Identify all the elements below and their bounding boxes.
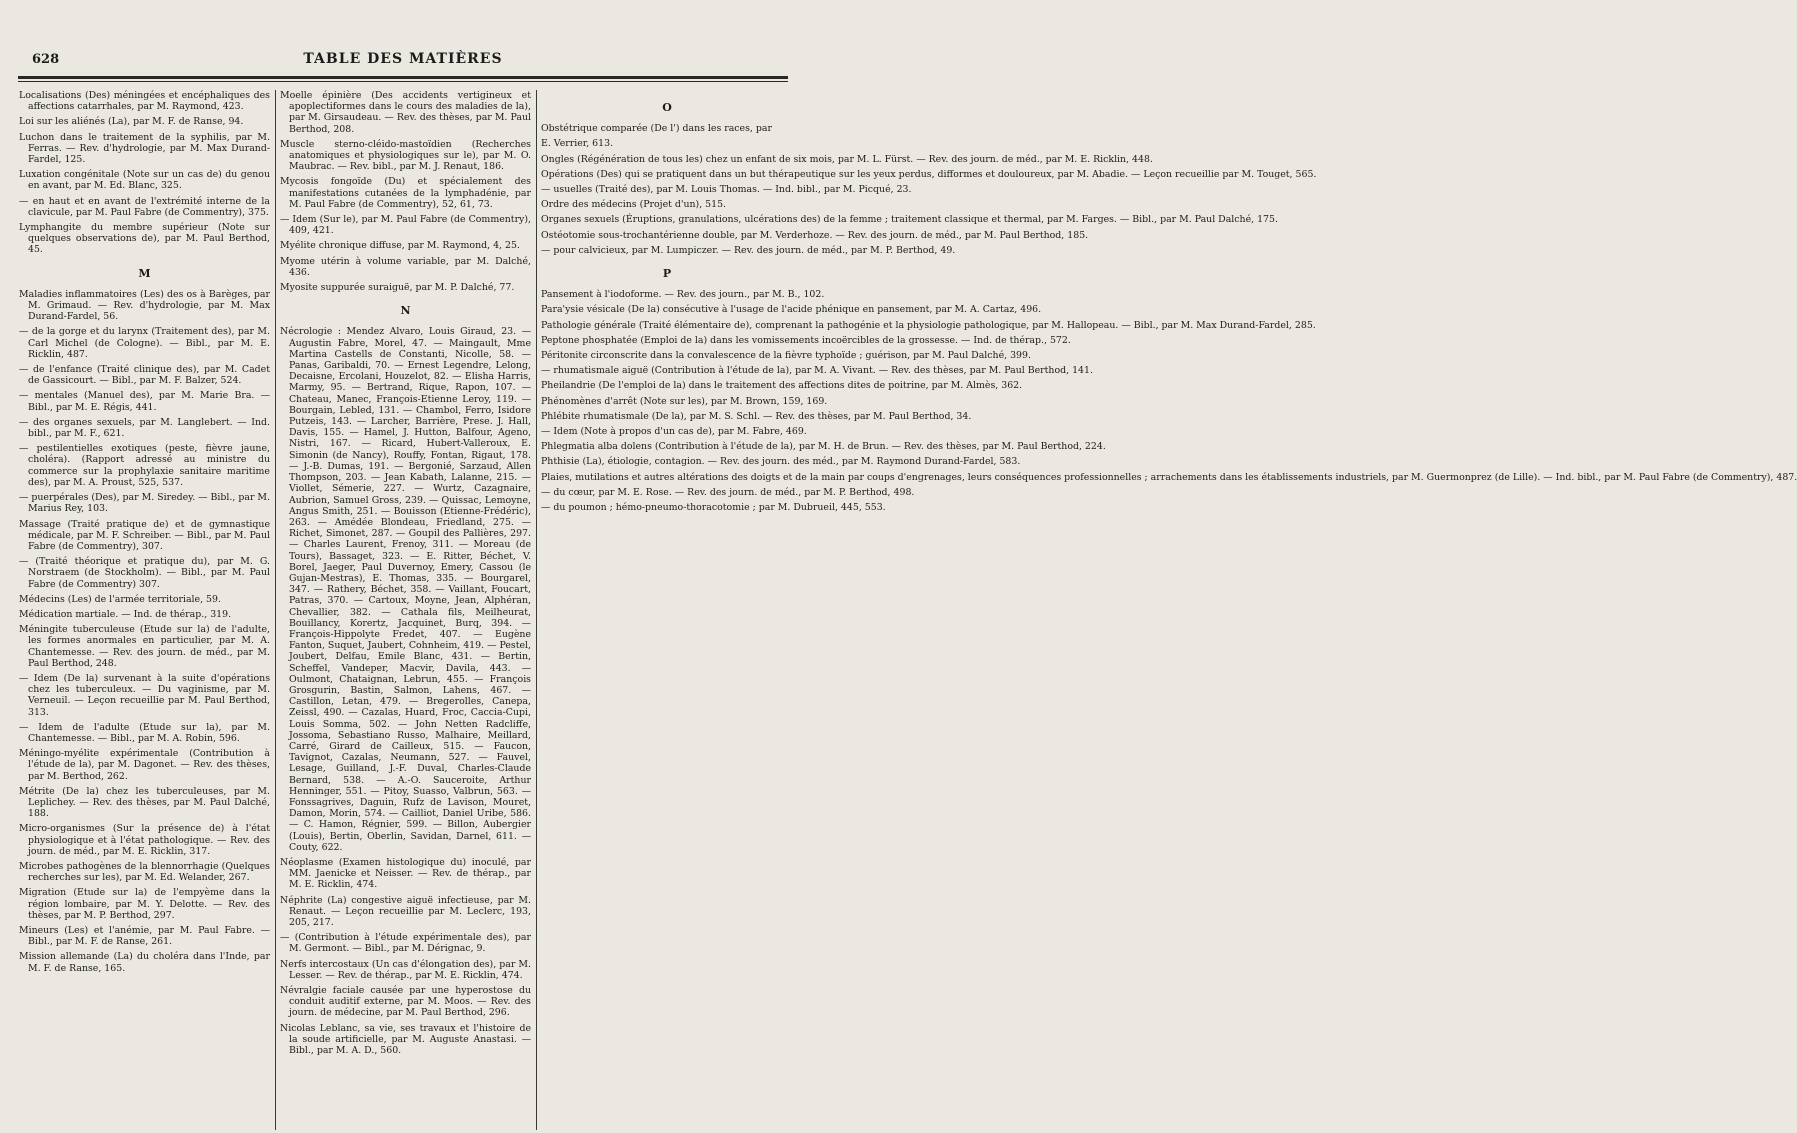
header-rule bbox=[18, 76, 788, 79]
page-number: 628 bbox=[32, 52, 60, 67]
page-header bbox=[18, 46, 788, 72]
index-entry: Myélite chronique diffuse, par M. Raymond, 4, 25. bbox=[280, 240, 520, 252]
section-letter: P bbox=[662, 267, 672, 281]
index-entry: Néphrite (La) congestive aiguë infectieuse, par M. Renaut. — Leçon recueillie par M. Leclerc, 193, 205, 217. bbox=[280, 894, 531, 929]
index-entry: — de la gorge et du larynx (Traitement des), par M. Carl Michel (de Cologne). — Bibl., par M. E. Ricklin, 487. bbox=[19, 326, 270, 360]
index-entry: — en haut et en avant de l'extrémité interne de la clavicule, par M. Paul Fabre (de Commentry), 375. bbox=[19, 195, 270, 218]
index-entry: Opérations (Des) qui se pratiquent dans un but thérapeutique sur les yeux perdus, difformes et douloureux, par M. Abadie. — Leçon recueillie par M. Touget, 565. bbox=[541, 168, 1317, 180]
index-entry: — mentales (Manuel des), par M. Marie Bra. — Bibl., par M. E. Régis, 441. bbox=[19, 390, 270, 413]
index-column-1 bbox=[19, 90, 270, 1130]
index-entry: Phénomènes d'arrêt (Note sur les), par M. Brown, 159, 169. bbox=[541, 395, 828, 407]
header-rule-thin bbox=[18, 81, 788, 82]
index-entry: Médication martiale. — Ind. de thérap., 319. bbox=[19, 608, 232, 620]
index-entry: Micro-organismes (Sur la présence de) à l'état physiologique et à l'état pathologique. — Rev. des journ. de méd., par M. E. Ricklin, 317. bbox=[19, 823, 270, 857]
index-entry: Myome utérin à volume variable, par M. Dalché, 436. bbox=[280, 255, 531, 278]
section-letter: N bbox=[400, 304, 411, 318]
page-title: TABLE DES MATIÈRES bbox=[303, 51, 503, 67]
index-entry: Maladies inflammatoires (Les) des os à Barèges, par M. Grimaud. — Rev. d'hydrologie, par M. Max Durand-Fardel, 56. bbox=[19, 288, 270, 323]
index-entry: Pheilandrie (De l'emploi de la) dans le traitement des affections dites de poitrine, par M. Almès, 362. bbox=[541, 380, 1023, 392]
index-entry: Ordre des médecins (Projet d'un), 515. bbox=[541, 199, 727, 211]
index-entry: — Idem (Sur le), par M. Paul Fabre (de Commentry), 409, 421. bbox=[280, 214, 531, 237]
index-entry: Péritonite circonscrite dans la convalescence de la fièvre typhoïde ; guérison, par M. Paul Dalché, 399. bbox=[541, 350, 1031, 362]
column-divider bbox=[536, 90, 537, 1130]
index-entry: Peptone phosphatée (Emploi de la) dans les vomissements incoërcibles de la grossesse. — Ind. de thérap., 572. bbox=[541, 334, 1071, 346]
index-entry: Para'ysie vésicale (De la) consécutive à l'usage de l'acide phénique en pansement, par M. A. Cartaz, 496. bbox=[541, 304, 1042, 316]
index-entry: Mission allemande (La) du choléra dans l'Inde, par M. F. de Ranse, 165. bbox=[19, 951, 270, 974]
index-entry: — Idem (De la) survenant à la suite d'opérations chez les tuberculeux. — Du vaginisme, par M. Verneuil. — Leçon recueillie par M. Paul Berthod, 313. bbox=[19, 672, 270, 718]
index-entry: — de l'enfance (Traité clinique des), par M. Cadet de Gassicourt. — Bibl., par M. F. Balzer, 524. bbox=[19, 364, 270, 387]
index-entry: Pansement à l'iodoforme. — Rev. des journ., par M. B., 102. bbox=[541, 289, 825, 301]
index-entry: Myosite suppurée suraiguë, par M. P. Dalché, 77. bbox=[280, 282, 515, 294]
index-entry: — Idem de l'adulte (Etude sur la), par M. Chantemesse. — Bibl., par M. A. Robin, 596. bbox=[19, 721, 270, 744]
index-entry: — du cœur, par M. E. Rose. — Rev. des journ. de méd., par M. P. Berthod, 498. bbox=[541, 486, 915, 498]
index-entry: — (Contribution à l'étude expérimentale des), par M. Germont. — Bibl., par M. Dérignac, 9. bbox=[280, 932, 531, 955]
index-entry: Moelle épinière (Des accidents vertigineux et apoplectiformes dans le cours des maladies de la), par M. Girsaudeau. — Rev. des thèses, par M. Paul Berthod, 208. bbox=[280, 90, 531, 135]
index-entry: Néoplasme (Examen histologique du) inoculé, par MM. Jaenicke et Neisser. — Rev. de thérap., par M. E. Ricklin, 474. bbox=[280, 857, 531, 891]
index-entry: Pathologie générale (Traité élémentaire de), comprenant la pathogénie et la physiologie pathologique, par M. Hallopeau. — Bibl., par M. Max Durand-Fardel, 285. bbox=[541, 319, 1316, 331]
index-entry: — pestilentielles exotiques (peste, fièvre jaune, choléra). (Rapport adressé au ministre du commerce sur la prophylaxie sanitaire maritime des), par M. A. Proust, 525, 537. bbox=[19, 443, 270, 488]
index-entry: Muscle sterno-cléido-mastoïdien (Recherches anatomiques et physiologiques sur le), par M. O. Maubrac. — Rev. bibl., par M. J. Renaut, 186. bbox=[280, 138, 531, 173]
index-entry: — (Traité théorique et pratique du), par M. G. Norstraem (de Stockholm). — Bibl., par M. Paul Fabre (de Commentry) 307. bbox=[19, 556, 270, 590]
index-entry: Localisations (Des) méningées et encéphaliques des affections catarrhales, par M. Raymond, 423. bbox=[19, 90, 270, 113]
index-entry: Loi sur les aliénés (La), par M. F. de Ranse, 94. bbox=[19, 116, 244, 128]
index-entry: Médecins (Les) de l'armée territoriale, 59. bbox=[19, 593, 221, 605]
index-entry: Microbes pathogènes de la blennorrhagie (Quelques recherches sur les), par M. Ed. Welander, 267. bbox=[19, 860, 270, 884]
index-entry: — puerpérales (Des), par M. Siredey. — Bibl., par M. Marius Rey, 103. bbox=[19, 492, 270, 515]
index-column-3 bbox=[541, 90, 1797, 1130]
index-entry: Méningite tuberculeuse (Etude sur la) de l'adulte, les formes anormales en particulier, par M. A. Chantemesse. — Rev. des journ. de méd., par M. Paul Berthod, 248. bbox=[19, 624, 270, 669]
index-entry: Phthisie (La), étiologie, contagion. — Rev. des journ. des méd., par M. Raymond Durand-Fardel, 583. bbox=[541, 456, 1021, 468]
section-letter: M bbox=[138, 266, 151, 280]
index-entry: Mycosis fongoïde (Du) et spécialement des manifestations cutanées de la lymphadénie, par M. Paul Fabre (de Commentry), 52, 61, 73. bbox=[280, 176, 531, 210]
section-letter: O bbox=[662, 101, 672, 114]
column-divider bbox=[275, 90, 276, 1130]
index-entry: Luxation congénitale (Note sur un cas de) du genou en avant, par M. Ed. Blanc, 325. bbox=[19, 169, 270, 192]
index-entry: — rhumatismale aiguë (Contribution à l'étude de la), par M. A. Vivant. — Rev. des thèses, par M. Paul Berthod, 141. bbox=[541, 365, 1093, 377]
index-entry: Mineurs (Les) et l'anémie, par M. Paul Fabre. — Bibl., par M. F. de Ranse, 261. bbox=[19, 925, 270, 948]
index-entry: Nicolas Leblanc, sa vie, ses travaux et l'histoire de la soude artificielle, par M. Auguste Anastasi. — Bibl., par M. A. D., 560. bbox=[280, 1022, 531, 1057]
index-entry: Plaies, mutilations et autres altérations des doigts et de la main par coups d'engrenages, leurs conséquences professionnelles ; arrachements dans les établissements industriels, par M. Guermonprez (de Lille). — Ind. bibl., par M. Paul Fabre (de Commentry), 487. bbox=[541, 471, 1797, 483]
index-entry: Ongles (Régénération de tous les) chez un enfant de six mois, par M. L. Fürst. — Rev. des journ. de méd., par M. E. Ricklin, 448. bbox=[541, 153, 1153, 165]
index-entry: — Idem (Note à propos d'un cas de), par M. Fabre, 469. bbox=[541, 426, 807, 438]
index-column-2 bbox=[280, 90, 531, 1130]
index-entry: Phlegmatia alba dolens (Contribution à l'étude de la), par M. H. de Brun. — Rev. des thèses, par M. Paul Berthod, 224. bbox=[541, 441, 1106, 453]
index-entry: Massage (Traité pratique de) et de gymnastique médicale, par M. F. Schreiber. — Bibl., par M. Paul Fabre (de Commentry), 307. bbox=[19, 518, 270, 552]
index-entry: Obstétrique comparée (De l') dans les races, par bbox=[541, 123, 772, 135]
index-entry: Luchon dans le traitement de la syphilis, par M. Ferras. — Rev. d'hydrologie, par M. Max Durand-Fardel, 125. bbox=[19, 131, 270, 166]
index-entry: Ostéotomie sous-trochantérienne double, par M. Verderhoze. — Rev. des journ. de méd., par M. Paul Berthod, 185. bbox=[541, 229, 1089, 241]
index-entry: Méningo-myélite expérimentale (Contribution à l'étude de la), par M. Dagonet. — Rev. des thèses, par M. Berthod, 262. bbox=[19, 748, 270, 782]
index-entry: Organes sexuels (Éruptions, granulations, ulcérations des) de la femme ; traitement classique et thermal, par M. Farges. — Bibl., par M. Paul Dalché, 175. bbox=[541, 214, 1278, 226]
index-entry: — des organes sexuels, par M. Langlebert. — Ind. bibl., par M. F., 621. bbox=[19, 416, 270, 440]
index-entry: E. Verrier, 613. bbox=[541, 138, 614, 150]
index-entry: Migration (Etude sur la) de l'empyème dans la région lombaire, par M. Y. Delotte. — Rev. des thèses, par M. P. Berthod, 297. bbox=[19, 887, 270, 921]
index-entry: — du poumon ; hémo-pneumo-thoracotomie ; par M. Dubrueil, 445, 553. bbox=[541, 502, 886, 514]
index-entry: Nerfs intercostaux (Un cas d'élongation des), par M. Lesser. — Rev. de thérap., par M. E. Ricklin, 474. bbox=[280, 958, 531, 981]
index-entry: Lymphangite du membre supérieur (Note sur quelques observations de), par M. Paul Berthod, 45. bbox=[19, 222, 270, 256]
index-entry: — pour calvicieux, par M. Lumpiczer. — Rev. des journ. de méd., par M. P. Berthod, 49. bbox=[541, 244, 956, 256]
index-entry: Métrite (De la) chez les tuberculeuses, par M. Leplichey. — Rev. des thèses, par M. Paul Dalché, 188. bbox=[19, 785, 270, 820]
index-entry: Phlébite rhumatismale (De la), par M. S. Schl. — Rev. des thèses, par M. Paul Berthod, 34. bbox=[541, 410, 972, 422]
index-entry: — usuelles (Traité des), par M. Louis Thomas. — Ind. bibl., par M. Picqué, 23. bbox=[541, 184, 912, 196]
index-entry: Névralgie faciale causée par une hyperostose du conduit auditif externe, par M. Moos. — Rev. des journ. de médecine, par M. Paul Berthod, 296. bbox=[280, 985, 531, 1019]
index-entry: Nécrologie : Mendez Alvaro, Louis Giraud, 23. — Augustin Fabre, Morel, 47. — Maingault, Mme Martina Castells de Constanti, Nicolle, 58. — Panas, Garibaldi, 70. — Ernest Legendre, Lelong, Decaisne, Ercolani, Houzelot, 82. — Elisha Harris, Marmy, 95. — Bertrand, Rique, Rapon, 107. — Chateau, Manec, François-Etienne Leroy, 119. — Bourgain, Lebled, 131. — Chambol, Ferro, Isidore Putzeis, 143. — Larcher, Barrière, Prese. J. Hall, Davis, 155. — Hamel, J. Hutton, Balfour, Ageno, Nistri, 167. — Ricard, Hubert-Valleroux, E. Simonin (de Nancy), Rouffy, Fontan, Rigaut, 178. — J.-B. Dumas, 191. — Bergonié, Sarzaud, Allen Thompson, 203. — Jean Kabath, Lalanne, 215. — Viollet, Sémerie, 227. — Wurtz, Cazagnaire, Aubrion, Samuel Gross, 239. — Quissac, Lemoyne, Angus Smith, 251. — Bouisson (Etienne-Frédéric), 263. — Amédée Blondeau, Friedland, 275. — Richet, Simonet, 287. — Goupil des Pallières, 297. — Charles Laurent, Frenoy, 311. — Moreau (de Tours), Bassaget, 323. — E. Ritter, Béchet, V. Borel, Jaeger, Paul Duvernoy, Emery, Cassou (le Gujan-Mestras), E. Thomas, 335. — Bourgarel, 347. — Rathery, Béchet, 358. — Vaillant, Foucart, Patras, 370. — Cartoux, Moyne, Jean, Alphéran, Chevallier, 382. — Cathala fils, Meilheurat, Bouillancy, Korertz, Jacquinet, Burq, 394. — François-Hippolyte Fredet, 407. — Eugène Fanton, Suquet, Jaubert, Cohnheim, 419. — Pestel, Joubert, Delfau, Emile Blanc, 431. — Bertin, Scheffel, Vandeper, Macvir, Davila, 443. — Oulmont, Chataignan, Lebrun, 455. — François Grosgurin, Bastin, Salmon, Lahens, 467. — Castillon, Letan, 479. — Bregerolles, Canepa, Zeissl, 490. — Cazalas, Huard, Froc, Caccia-Cupi, Louis Somma, 502. — John Netten Radcliffe, Jossoma, Sebastiano Russo, Malhaire, Meillard, Carré, Girard de Cailleux, 515. — Faucon, Tavignot, Cazalas, Neumann, 527. — Fauvel, Lesage, Guilland, J.-F. Duval, Charles-Claude Bernard, 538. — A.-O. Sauceroite, Arthur Henninger, 551. — Pitoy, Suasso, Valbrun, 563. — Fonssagrives, Daguin, Rufz de Lavison, Mouret, Damon, Morin, 574. — Cailliot, Daniel Uribe, 586. — C. Hamon, Régnier, 599. — Billon, Aubergier (Louis), Bertin, Oberlin, Savidan, Darnel, 611. — Couty, 622. bbox=[280, 326, 531, 853]
